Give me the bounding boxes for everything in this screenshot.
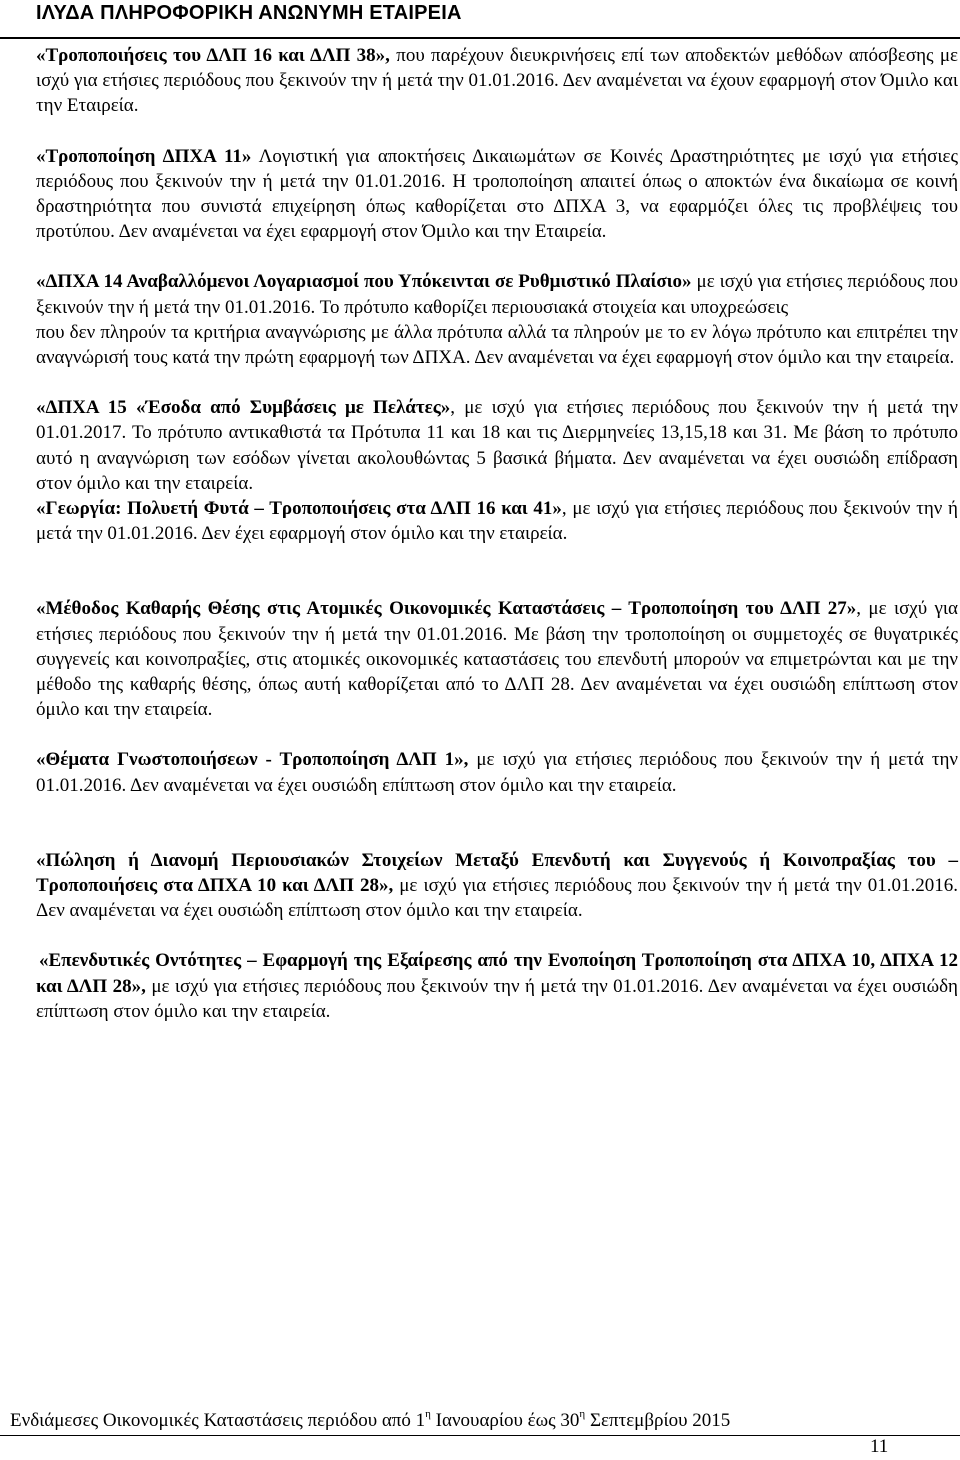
paragraph-title: «Μέθοδος Καθαρής Θέσης στις Ατομικές Οικονομικές Καταστάσεις – Τροποποίηση του ΔΛΠ 27»	[36, 598, 857, 620]
footer-rule	[0, 1435, 960, 1436]
paragraph-ifrs11	[36, 144, 958, 245]
paragraph-text: με ισχύ για ετήσιες περιόδους που ξεκινούν την ή μετά την 01.01.2016. Δεν αναμένεται να έχει ουσιώδη επίπτωση στον όμιλο και την εταιρεία.	[36, 749, 958, 796]
paragraph-text: με ισχύ για ετήσιες περιόδους που ξεκινούν την ή μετά την 01.01.2016. Δεν αναμένεται να έχει ουσιώδη επίπτωση στον όμιλο και την εταιρεία.	[36, 875, 958, 922]
paragraph-text: με ισχύ για ετήσιες περιόδους που ξεκινούν την ή μετά την 01.01.2016. Το πρότυπο καθορίζει περιουσιακά στοιχεία και υποχρεώσεις	[36, 271, 958, 318]
paragraph-title: «ΔΠΧΑ 15 «Έσοδα από Συμβάσεις με Πελάτες»	[36, 397, 451, 419]
paragraph-ifrs14	[36, 269, 958, 370]
paragraph-ias1	[36, 747, 958, 797]
footer-caption: Ενδιάμεσες Οικονομικές Καταστάσεις περιόδου από $1^\eta$ Ιανουαρίου έως $30^\eta$ Σεπτεμβρίου 2015	[10, 1408, 731, 1431]
paragraph-text: που παρέχουν διευκρινήσεις επί των αποδεκτών μεθόδων απόσβεσης με ισχύ για ετήσιες περιόδους που ξεκινούν την ή μετά την 01.01.2016. Δεν αναμένεται να έχουν εφαρμογή στον Όμιλο και την Εταιρεία.	[36, 45, 958, 117]
paragraph-text: , με ισχύ για ετήσιες περιόδους που ξεκινούν την ή μετά την 01.01.2017. Το πρότυπο αντικαθιστά τα Πρότυπα 11 και 18 και τις Διερμηνείες 13,15,18 και 31. Με βάση το πρότυπο αυτό η αναγνώριση των εσόδων γίνεται ακολουθώντας 5 βασικά βήματα. Δεν αναμένεται να έχει ουσιώδη επίδραση στον όμιλο και την εταιρεία.	[36, 397, 959, 494]
paragraph-text: , με ισχύ για ετήσιες περιόδους που ξεκινούν την ή μετά την 01.01.2016. Με βάση την τροποποίηση οι συμμετοχές σε θυγατρικές συγγενείς και κοινοπραξίες, στις ατομικές οικονομικές καταστάσεις του επενδυτή μπορούν να επιμετρώνται και με την μέθοδο της καθαρής θέσης, όπως αυτή καθορίζεται από το ΔΛΠ 28. Δεν αναμένεται να έχει ουσιώδη επίπτωση στον όμιλο και την εταιρεία.	[36, 598, 958, 721]
paragraph-title: «Πώληση ή Διανομή Περιουσιακών Στοιχείων Μεταξύ Επενδυτή και Συγγενούς ή Κοινοπραξίας του – Τροποποιήσεις στα ΔΠΧΑ 10 και ΔΛΠ 28»,	[36, 849, 958, 897]
page-number: 11	[870, 1436, 889, 1457]
paragraph-ias16-38	[36, 43, 958, 119]
paragraph-ias27	[36, 596, 958, 722]
paragraph-text: Λογιστική για αποκτήσεις Δικαιωμάτων σε Κοινές Δραστηριότητες με ισχύ για ετήσιες περιόδους που ξεκινούν την ή μετά την 01.01.2016. Η τροποποίηση απαιτεί όπως ο αποκτών ένα δικαίωμα σε κοινή δραστηριότητα που συνιστά επιχείρηση όπως καθορίζεται στο ΔΠΧΑ 3, να εφαρμόζει όλες τις προβλέψεις του προτύπου. Δεν αναμένεται να έχει εφαρμογή στον Όμιλο και την Εταιρεία.	[36, 145, 959, 243]
paragraph-ifrs10-ias28	[36, 848, 958, 924]
document-body	[36, 43, 958, 1024]
paragraph-subtitle: «Γεωργία: Πολυετή Φυτά – Τροποποιήσεις στα ΔΛΠ 16 και 41»	[36, 498, 562, 520]
paragraph-text-continued: που δεν πληρούν τα κριτήρια αναγνώρισης με άλλα πρότυπα αλλά τα πληρούν με το εν λόγω πρότυπο και επιτρέπει την αναγνώρισή τους κατά την πρώτη εφαρμογή των ΔΠΧΑ. Δεν αναμένεται να έχει εφαρμογή στον όμιλο και την εταιρεία.	[36, 321, 958, 369]
paragraph-title: «ΔΠΧΑ 14 Αναβαλλόμενοι Λογαριασμοί που Υπόκεινται σε Ρυθμιστικό Πλαίσιο»	[36, 271, 692, 293]
paragraph-title: «Θέματα Γνωστοποιήσεων - Τροποποίηση ΔΛΠ 1»,	[36, 749, 469, 771]
paragraph-text: με ισχύ για ετήσιες περιόδους που ξεκινούν την ή μετά την 01.01.2016. Δεν αναμένεται να έχει ουσιώδη επίπτωση στον όμιλο και την εταιρεία.	[36, 975, 958, 1022]
header-company-name: ΙΛΥΔΑ ΠΛΗΡΟΦΟΡΙΚΗ ΑΝΩΝΥΜΗ ΕΤΑΙΡΕΙΑ	[36, 2, 462, 24]
paragraph-title: «Τροποποίηση ΔΠΧΑ 11»	[36, 145, 252, 167]
paragraph-ifrs15	[36, 395, 958, 546]
paragraph-title: «Τροποποιήσεις του ΔΛΠ 16 και ΔΛΠ 38»,	[36, 45, 390, 66]
paragraph-title: «Επενδυτικές Οντότητες – Εφαρμογή της Εξαίρεσης από την Ενοποίηση Τροποποίηση στα ΔΠΧΑ 10, ΔΠΧΑ 12 και ΔΛΠ 28»,	[36, 950, 958, 997]
paragraph-investment-entities	[36, 948, 958, 1024]
paragraph-text-continued: , με ισχύ για ετήσιες περιόδους που ξεκινούν την ή μετά την 01.01.2016. Δεν έχει εφαρμογή στον όμιλο και την εταιρεία.	[36, 498, 958, 545]
header-rule	[0, 37, 960, 39]
